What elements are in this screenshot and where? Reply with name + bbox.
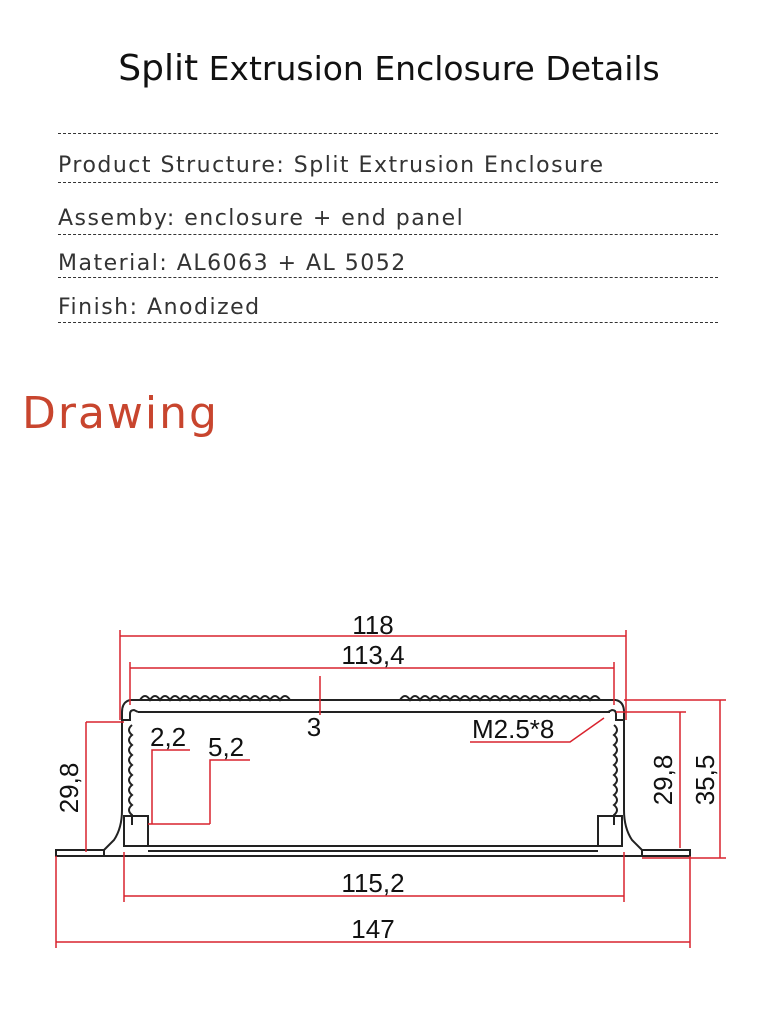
- dim-label-right-outer-height: 35,5: [690, 754, 720, 806]
- dim-label-115-2: 115,2: [341, 868, 405, 898]
- section-title-drawing: Drawing: [22, 388, 219, 439]
- dim-label-left-height: 29,8: [54, 762, 84, 814]
- left-rail: [124, 816, 148, 846]
- left-wall-ribs: [129, 725, 132, 825]
- divider: [58, 133, 718, 134]
- dim-label-slot-depth: 3: [306, 712, 322, 742]
- right-wall-ribs: [614, 725, 617, 825]
- spec-separator: :: [166, 206, 185, 231]
- dim-label-right-inner-height: 29,8: [648, 754, 678, 806]
- right-corner-slot: [608, 700, 624, 720]
- divider: [58, 277, 718, 278]
- spec-value: Anodized: [147, 295, 261, 320]
- right-rail: [598, 816, 622, 846]
- spec-label: Material: [58, 251, 160, 276]
- spec-value: AL6063 + AL 5052: [176, 251, 407, 276]
- dim-label-118: 118: [352, 610, 394, 640]
- spec-material: [58, 251, 407, 276]
- divider: [58, 182, 718, 183]
- left-wall: [104, 720, 122, 850]
- spec-product-structure: [58, 153, 605, 178]
- title-first-word: Split: [118, 48, 199, 89]
- divider: [58, 234, 718, 235]
- spec-separator: :: [129, 295, 148, 320]
- dim-label-wall-thickness: 2,2: [150, 722, 187, 752]
- divider: [58, 322, 718, 323]
- spec-value: enclosure + end panel: [184, 206, 465, 231]
- spec-separator: :: [276, 153, 294, 178]
- title-rest: Extrusion Enclosure Details: [208, 49, 660, 88]
- dim-label-rail-offset: 5,2: [208, 732, 245, 762]
- dimension-lines: [56, 630, 726, 948]
- dim-label-113-4: 113,4: [341, 640, 405, 670]
- spec-label: Finish: [58, 295, 130, 320]
- spec-assembly: [58, 206, 464, 231]
- leader-rail-offset: [210, 760, 250, 824]
- spec-separator: :: [159, 251, 177, 276]
- enclosure-cross-section-drawing: [0, 560, 778, 980]
- base-flange-right: [642, 850, 690, 856]
- spec-value: Split Extrusion Enclosure: [293, 153, 605, 178]
- right-wall: [624, 720, 642, 850]
- leader-wall-thickness: [152, 750, 190, 824]
- spec-label: Product Structure: [58, 153, 277, 178]
- base-flange: [56, 850, 104, 856]
- dim-label-screw-spec: M2.5*8: [472, 714, 555, 744]
- spec-label: Assemby: [58, 206, 167, 231]
- enclosure-profile: [56, 696, 690, 856]
- dim-label-147: 147: [351, 914, 395, 944]
- spec-finish: [58, 295, 261, 320]
- page-title: [0, 48, 778, 89]
